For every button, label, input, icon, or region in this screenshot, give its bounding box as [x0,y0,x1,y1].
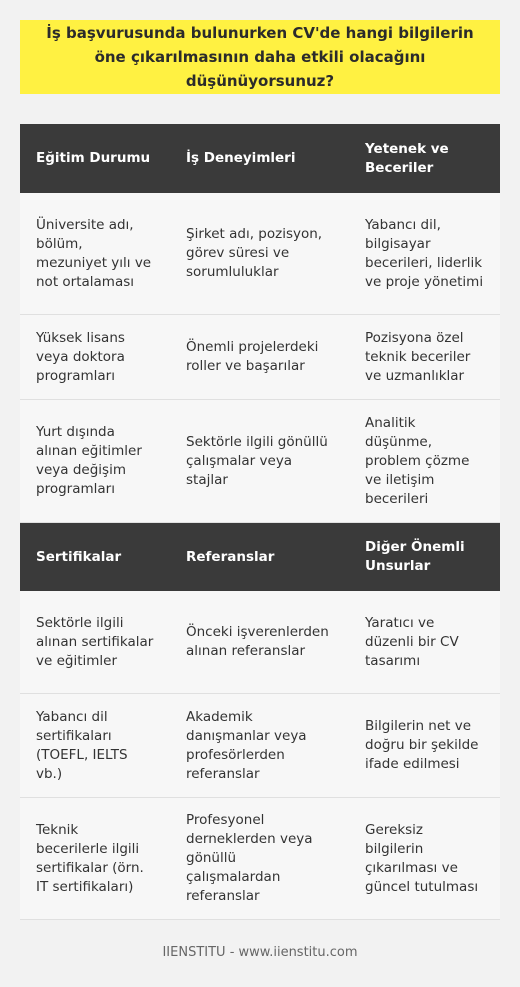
table-cell: Analitik düşünme, problem çözme ve iletişim becerileri [365,414,470,507]
table-cell: Yabancı dil sertifikaları (TOEFL, IELTS vb.) [36,708,128,782]
table-cell: Üniversite adı, bölüm, mezuniyet yılı ve not ortalaması [36,216,152,290]
table-cell: Profesyonel derneklerden veya gönüllü çalışmalardan referanslar [186,812,313,904]
table-cell: Yüksek lisans veya doktora programları [36,329,125,384]
table-cell: Bilgilerin net ve doğru bir şekilde ifade edilmesi [365,718,479,772]
header-cell: Referanslar [186,548,275,565]
table-cell: Önceki işverenlerden alınan referanslar [186,624,329,659]
table-header-row [20,124,500,193]
table-cell: Pozisyona özel teknik beceriler ve uzmanlıklar [365,329,471,384]
table-cell: Şirket adı, pozisyon, görev süresi ve sorumluluklar [186,226,323,280]
table-header-row [20,523,500,591]
header-cell: Diğer Önemli Unsurlar [365,539,465,574]
table-row [20,400,500,523]
table-cell: Önemli projelerdeki roller ve başarılar [186,339,319,374]
header-cell: Sertifikalar [36,548,122,565]
table-cell: Sektörle ilgili gönüllü çalışmalar veya stajlar [186,433,328,488]
table-cell: Yurt dışında alınan eğitimler veya değişim programları [36,424,142,497]
page-title: İş başvurusunda bulunurken CV'de hangi bilgilerin öne çıkarılmasının daha etkili olacağını düşünüyorsunuz? [46,24,474,90]
table-row [20,694,500,798]
table-row [20,315,500,400]
table-row [20,591,500,694]
title-banner [20,20,500,94]
header-cell: İş Deneyimleri [186,150,296,166]
table-cell: Gereksiz bilgilerin çıkarılması ve güncel tutulması [365,821,479,895]
header-cell: Eğitim Durumu [36,150,151,166]
table-cell: Yaratıcı ve düzenli bir CV tasarımı [365,614,459,669]
table-cell: Sektörle ilgili alınan sertifikalar ve eğitimler [36,614,154,669]
table-row [20,193,500,315]
header-cell: Yetenek ve Beceriler [365,140,449,176]
table-cell: Teknik becerilerle ilgili sertifikalar (örn. IT sertifikaları) [36,821,144,895]
table-row [20,798,500,920]
table-cell: Yabancı dil, bilgisayar becerileri, liderlik ve proje yönetimi [365,216,484,290]
table-cell: Akademik danışmanlar veya profesörlerden referanslar [186,708,307,782]
footer-credit: IIENSTITU - www.iienstitu.com [162,945,358,960]
info-table [20,124,500,920]
